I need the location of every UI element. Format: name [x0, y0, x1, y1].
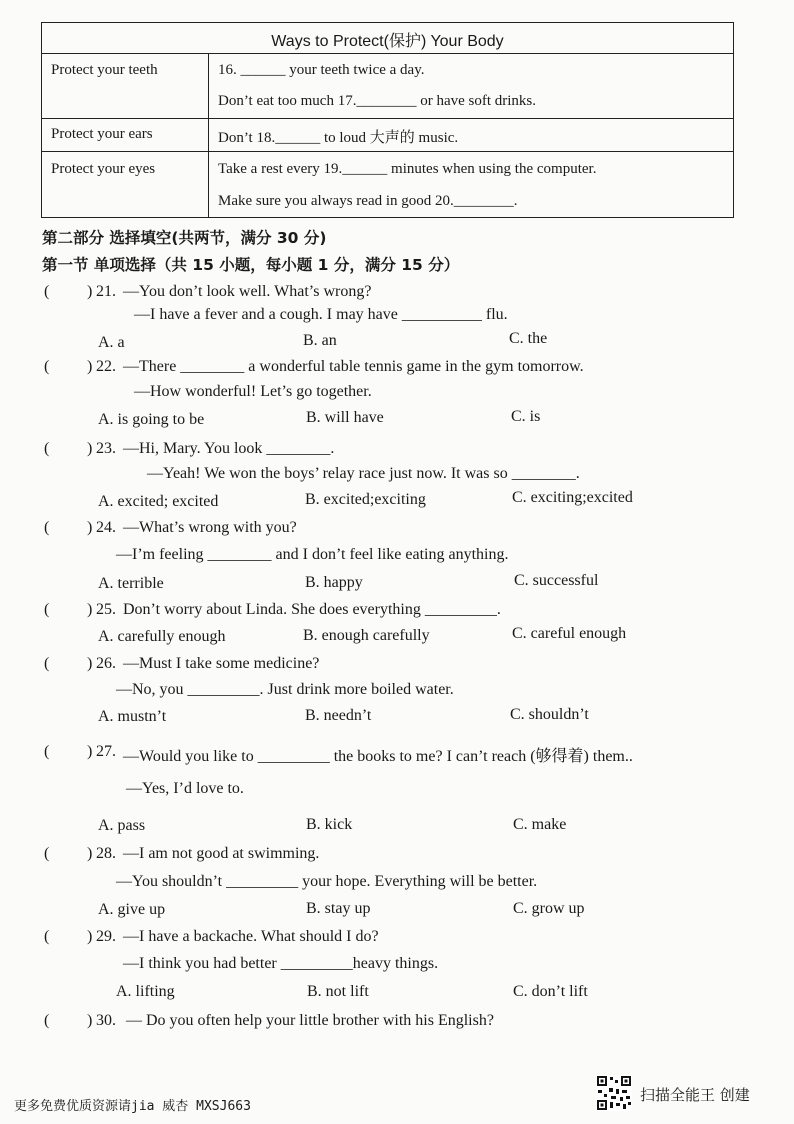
row-line: Don’t eat too much 17.________ or have soft drinks.	[218, 93, 537, 109]
option-a: A. pass	[98, 817, 146, 834]
question-stem: —I am not good at swimming.	[123, 845, 320, 862]
question-number: 27.	[96, 743, 116, 760]
table-divider	[42, 53, 733, 54]
option-c: C. the	[509, 330, 548, 347]
question-stem-2: —No, you _________. Just drink more boiled water.	[116, 681, 454, 698]
option-c: C. shouldn’t	[510, 706, 589, 723]
option-c: C. careful enough	[512, 625, 627, 642]
question-number: 25.	[96, 601, 116, 618]
question-number: 21.	[96, 283, 116, 300]
answer-paren-close: )	[87, 440, 93, 457]
question-stem: —You don’t look well. What’s wrong?	[123, 283, 372, 300]
question-stem-2: —Yes, I’d love to.	[126, 780, 244, 797]
question-stem: —There ________ a wonderful table tennis game in the gym tomorrow.	[123, 358, 584, 375]
table-column-divider	[208, 53, 209, 217]
answer-paren-open: (	[44, 519, 50, 536]
option-b: B. an	[303, 332, 337, 349]
option-a: A. a	[98, 334, 125, 351]
option-b: B. happy	[305, 574, 363, 591]
answer-paren-open: (	[44, 358, 50, 375]
option-c: C. grow up	[513, 900, 585, 917]
table-divider	[42, 151, 733, 152]
question-number: 28.	[96, 845, 116, 862]
option-b: B. kick	[306, 816, 353, 833]
question-stem-2: —Yeah! We won the boys’ relay race just now. It was so ________.	[147, 465, 580, 482]
row-label-eyes: Protect your eyes	[51, 161, 156, 177]
option-a: A. give up	[98, 901, 166, 918]
table-divider	[42, 118, 733, 119]
option-b: B. excited;exciting	[305, 491, 426, 508]
question-stem-2: —I’m feeling ________ and I don’t feel like eating anything.	[116, 546, 509, 563]
option-b: B. not lift	[307, 983, 369, 1000]
question-stem-2: —How wonderful! Let’s go together.	[134, 383, 372, 400]
answer-paren-open: (	[44, 743, 50, 760]
question-stem: —Must I take some medicine?	[123, 655, 320, 672]
row-line: Don’t 18.______ to loud 大声的 music.	[218, 130, 459, 146]
option-a: A. terrible	[98, 575, 164, 592]
question-stem-2: —I have a fever and a cough. I may have __________ flu.	[134, 306, 508, 323]
answer-paren-open: (	[44, 655, 50, 672]
footer-right-text: 扫描全能王 创建	[640, 1086, 750, 1104]
option-b: B. needn’t	[305, 707, 372, 724]
row-label-ears: Protect your ears	[51, 126, 153, 142]
row-label-teeth: Protect your teeth	[51, 62, 158, 78]
answer-paren-open: (	[44, 928, 50, 945]
answer-paren-open: (	[44, 1012, 50, 1029]
question-stem: —Hi, Mary. You look ________.	[123, 440, 335, 457]
answer-paren-open: (	[44, 283, 50, 300]
option-b: B. stay up	[306, 900, 371, 917]
answer-paren-close: )	[87, 928, 93, 945]
option-a: A. mustn’t	[98, 708, 167, 725]
question-stem: —Would you like to _________ the books to me? I can’t reach (够得着) them..	[123, 748, 633, 765]
option-a: A. lifting	[116, 983, 175, 1000]
protect-body-table	[41, 22, 734, 218]
question-number: 24.	[96, 519, 116, 536]
answer-paren-close: )	[87, 283, 93, 300]
answer-paren-close: )	[87, 358, 93, 375]
question-number: 23.	[96, 440, 116, 457]
option-c: C. exciting;excited	[512, 489, 633, 506]
answer-paren-open: (	[44, 440, 50, 457]
question-number: 26.	[96, 655, 116, 672]
answer-paren-open: (	[44, 845, 50, 862]
option-c: C. is	[511, 408, 541, 425]
question-stem-2: —You shouldn’t _________ your hope. Everything will be better.	[116, 873, 538, 890]
section1-heading: 第一节 单项选择（共 15 小题，每小题 1 分，满分 15 分）	[42, 256, 460, 274]
option-b: B. will have	[306, 409, 384, 426]
option-a: A. carefully enough	[98, 628, 226, 645]
answer-paren-close: )	[87, 519, 93, 536]
question-number: 30.	[96, 1012, 116, 1029]
option-c: C. make	[513, 816, 567, 833]
question-stem: —What’s wrong with you?	[123, 519, 297, 536]
footer-left-text: 更多免费优质资源请jia 威杏 MXSJ663	[14, 1099, 251, 1114]
answer-paren-close: )	[87, 655, 93, 672]
question-stem: —I have a backache. What should I do?	[123, 928, 379, 945]
question-number: 22.	[96, 358, 116, 375]
answer-paren-close: )	[87, 601, 93, 618]
option-a: A. is going to be	[98, 411, 205, 428]
answer-paren-open: (	[44, 601, 50, 618]
part2-heading: 第二部分 选择填空(共两节，满分 30 分)	[42, 229, 327, 247]
question-stem: — Do you often help your little brother with his English?	[126, 1012, 494, 1029]
row-line: 16. ______ your teeth twice a day.	[218, 62, 425, 78]
row-line: Take a rest every 19.______ minutes when using the computer.	[218, 161, 597, 177]
option-c: C. don’t lift	[513, 983, 588, 1000]
qr-code-icon	[596, 1075, 632, 1111]
row-line: Make sure you always read in good 20.________.	[218, 193, 518, 209]
answer-paren-close: )	[87, 743, 93, 760]
table-title: Ways to Protect(保护) Your Body	[271, 33, 504, 50]
option-a: A. excited; excited	[98, 493, 219, 510]
question-number: 29.	[96, 928, 116, 945]
question-stem-2: —I think you had better _________heavy things.	[123, 955, 439, 972]
answer-paren-close: )	[87, 845, 93, 862]
option-c: C. successful	[514, 572, 599, 589]
question-stem: Don’t worry about Linda. She does everything _________.	[123, 601, 501, 618]
answer-paren-close: )	[87, 1012, 93, 1029]
option-b: B. enough carefully	[303, 627, 430, 644]
